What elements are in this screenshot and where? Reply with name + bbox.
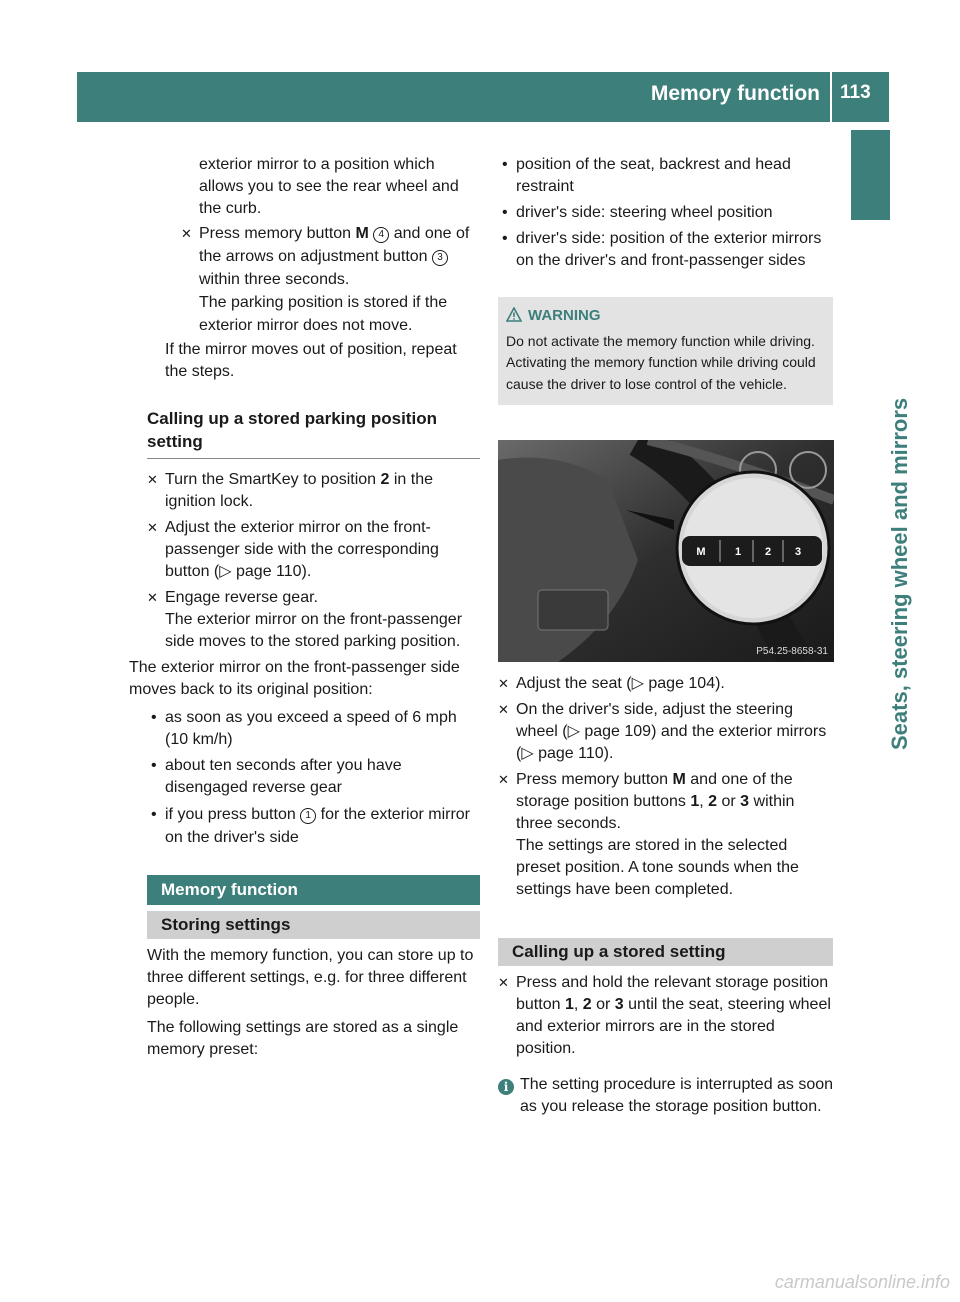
step-text: , (573, 996, 583, 1013)
step-result: The exterior mirror on the front-passenger side moves to the stored parking position. (165, 611, 463, 650)
step-text: Turn the SmartKey to position (165, 471, 381, 488)
position-key: 3 (614, 996, 624, 1013)
section-subheading: Calling up a stored parking position setting (147, 409, 437, 451)
bullet-item (147, 755, 480, 799)
bullet-text: driver's side: position of the exterior mirrors on the driver's and front-passenger sides (516, 230, 822, 269)
continued-text: exterior mirror to a position which allows you to see the rear wheel and the curb. (199, 156, 459, 217)
step-item (181, 222, 480, 337)
memory-button-m-label: M (696, 546, 706, 558)
door-panel-illustration (498, 440, 834, 662)
paragraph: The following settings are stored as a single memory preset: (147, 1019, 459, 1058)
callout-number-icon: 4 (373, 227, 389, 243)
paragraph: With the memory function, you can store up to three different settings, e.g. for three different people. (147, 947, 474, 1008)
section-band-memory: Memory function (147, 875, 480, 905)
bullet-icon: • (151, 709, 157, 726)
step-arrow-icon: ✕ (498, 772, 509, 787)
page-number: 113 (840, 82, 871, 103)
step-text: Adjust the seat (▷ page 104). (516, 675, 725, 692)
info-text: The setting procedure is interrupted as soon as you release the storage position button. (520, 1076, 834, 1115)
step-text: and one of the storage position buttons (516, 771, 793, 810)
step-text: Engage reverse gear. (165, 589, 318, 606)
step-text: or (591, 996, 615, 1013)
position-key: 2 (582, 996, 592, 1013)
step-arrow-icon: ✕ (147, 590, 158, 605)
step-text: or (717, 793, 741, 810)
bullet-text: for the exterior mirror on the driver's side (165, 806, 470, 846)
step-text: , (699, 793, 709, 810)
bullet-item (498, 228, 834, 272)
memory-key: M (672, 771, 686, 788)
memory-button-1-label: 1 (734, 546, 742, 558)
warning-text: Do not activate the memory function while driving. Activating the memory function while driving could cause the driver to lose control of the vehicle. (506, 332, 816, 392)
position-key: 2 (708, 793, 718, 810)
step-arrow-icon: ✕ (147, 520, 158, 535)
step-text: Press memory button (199, 225, 356, 242)
step-text: and one of the arrows on adjustment button (199, 225, 470, 265)
header-separator (830, 72, 832, 122)
warning-title: WARNING (528, 307, 601, 324)
figure-code: P54.25-8658-31 (756, 646, 828, 657)
step-text: Adjust the exterior mirror on the front-passenger side with the corresponding button (▷ page 110). (165, 519, 439, 580)
door-panel-photo (498, 440, 834, 662)
right-column-steps (498, 673, 834, 901)
step-item (147, 469, 480, 513)
bullet-icon: • (151, 806, 157, 823)
step-result: The settings are stored in the selected preset position. A tone sounds when the settings have been completed. (516, 837, 799, 898)
step-text: Press memory button (516, 771, 673, 788)
section-band-calling: Calling up a stored setting (498, 938, 833, 966)
bullet-icon: • (502, 156, 508, 173)
bullet-text: about ten seconds after you have disengaged reverse gear (165, 757, 402, 796)
bullet-icon: • (502, 204, 508, 221)
bullet-item (147, 803, 480, 849)
info-note (498, 1074, 834, 1118)
step-key: 2 (380, 471, 390, 488)
position-key: 1 (564, 996, 574, 1013)
left-column (147, 154, 480, 383)
left-column-bottom (147, 945, 480, 1061)
side-tab-marker (851, 130, 890, 220)
position-key: 1 (690, 793, 700, 810)
bullet-icon: • (502, 230, 508, 247)
bullet-text: driver's side: steering wheel position (516, 204, 773, 221)
step-arrow-icon: ✕ (498, 676, 509, 691)
left-column-lower (129, 407, 480, 849)
step-text: until the seat, steering wheel and exterior mirrors are in the stored position. (516, 996, 831, 1057)
step-arrow-icon: ✕ (181, 226, 192, 241)
divider (147, 458, 480, 459)
step-arrow-icon: ✕ (498, 975, 509, 990)
warning-triangle-icon (506, 307, 522, 322)
step-item (147, 587, 480, 653)
step-result: The parking position is stored if the exterior mirror does not move. (199, 294, 448, 334)
position-key: 3 (740, 793, 750, 810)
bullet-text: as soon as you exceed a speed of 6 mph (10 km/h) (165, 709, 457, 748)
watermark: carmanualsonline.info (774, 1272, 950, 1292)
paragraph: The exterior mirror on the front-passenger side moves back to its original position: (129, 659, 460, 698)
step-text: Press and hold the relevant storage position button (516, 974, 829, 1013)
bullet-icon: • (151, 757, 157, 774)
section-band-storing: Storing settings (147, 911, 480, 939)
step-item (498, 699, 834, 765)
step-text: within three seconds. (516, 793, 795, 832)
callout-number-icon: 3 (432, 250, 448, 266)
bullet-item (147, 707, 480, 751)
side-tab-label: Seats, steering wheel and mirrors (887, 397, 912, 750)
step-arrow-icon: ✕ (147, 472, 158, 487)
right-column (498, 154, 834, 272)
warning-heading (506, 305, 825, 327)
step-item (498, 673, 834, 695)
bullet-text: if you press button (165, 806, 301, 823)
right-column-bottom (498, 972, 834, 1118)
step-text: in the ignition lock. (165, 471, 434, 510)
step-text: within three seconds. (199, 271, 350, 288)
callout-number-icon: 1 (300, 808, 316, 824)
warning-box (498, 297, 833, 405)
info-icon: i (498, 1079, 514, 1095)
step-text: On the driver's side, adjust the steering wheel (▷ page 109) and the exterior mirrors (▷ page 110). (516, 701, 827, 762)
bullet-item (498, 202, 834, 224)
step-item (147, 517, 480, 583)
bullet-text: position of the seat, backrest and head restraint (516, 156, 791, 195)
step-item (498, 769, 834, 901)
step-arrow-icon: ✕ (498, 702, 509, 717)
memory-key: M (355, 225, 369, 242)
memory-button-3-label: 3 (794, 546, 802, 558)
side-tab (851, 230, 912, 1100)
step-item (498, 972, 834, 1060)
paragraph: If the mirror moves out of position, repeat the steps. (165, 341, 457, 380)
page-title: Memory function (650, 82, 820, 105)
memory-button-2-label: 2 (764, 546, 772, 558)
bullet-item (498, 154, 834, 198)
